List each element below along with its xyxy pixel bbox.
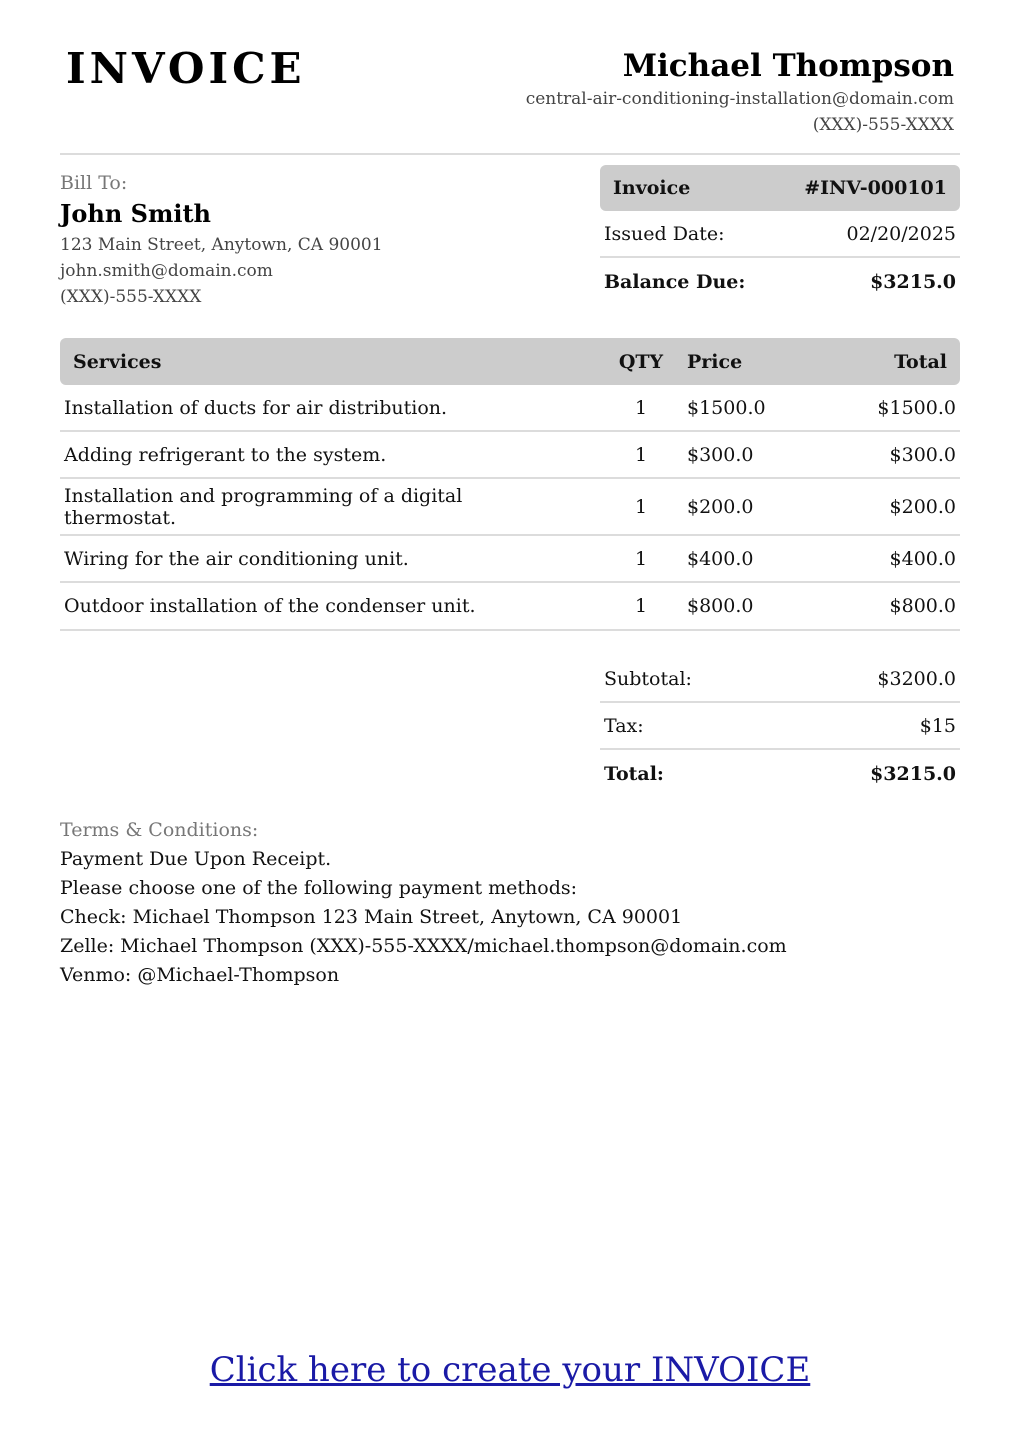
- seller-email: central-air-conditioning-installation@domain.com: [525, 89, 954, 109]
- total-value: $3215.0: [870, 762, 956, 785]
- cta-container: [0, 1350, 1020, 1390]
- service-price: $200.0: [687, 495, 754, 518]
- service-description: Installation and programming of a digital thermostat.: [64, 484, 463, 529]
- tax-value: $15: [919, 714, 956, 737]
- create-invoice-link[interactable]: Click here to create your INVOICE: [209, 1350, 811, 1390]
- service-qty: 1: [634, 443, 648, 466]
- client-email: john.smith@domain.com: [60, 261, 273, 281]
- subtotal-label: Subtotal:: [604, 667, 692, 690]
- service-description: Wiring for the air conditioning unit.: [64, 547, 409, 570]
- terms-label: Terms & Conditions:: [60, 819, 259, 841]
- seller-name: Michael Thompson: [622, 48, 954, 84]
- table-row: [60, 385, 960, 432]
- issued-date-row: [600, 211, 960, 258]
- service-total: $800.0: [889, 595, 956, 617]
- issued-date-value: 02/20/2025: [846, 222, 956, 245]
- invoice-meta: [600, 165, 960, 305]
- service-qty: 1: [634, 495, 648, 518]
- tax-label: Tax:: [604, 714, 644, 737]
- invoice-number: #INV-000101: [804, 177, 947, 199]
- service-qty: 1: [634, 595, 648, 617]
- service-price: $1500.0: [687, 396, 766, 419]
- service-qty: 1: [634, 396, 648, 419]
- table-row: [60, 536, 960, 583]
- terms-line: Venmo: @Michael-Thompson: [60, 964, 340, 986]
- table-header: [60, 338, 960, 385]
- invoice-number-header: [600, 165, 960, 211]
- total-label: Total:: [604, 762, 664, 785]
- bill-to-section: [60, 170, 383, 310]
- seller-info: [526, 46, 954, 138]
- total-row: [600, 750, 960, 797]
- service-total: $1500.0: [877, 396, 956, 419]
- invoice-title: INVOICE: [66, 44, 306, 93]
- client-phone: (XXX)-555-XXXX: [60, 287, 202, 307]
- terms-line: Check: Michael Thompson 123 Main Street, Anytown, CA 90001: [60, 906, 683, 928]
- header-qty: QTY: [618, 350, 664, 373]
- service-total: $400.0: [889, 547, 956, 570]
- table-row: [60, 583, 960, 631]
- header-total: Total: [894, 350, 947, 373]
- invoice-label: Invoice: [613, 177, 691, 199]
- client-address: 123 Main Street, Anytown, CA 90001: [60, 235, 383, 255]
- balance-due-value: $3215.0: [870, 270, 956, 293]
- terms-section: [60, 815, 787, 990]
- service-description: Outdoor installation of the condenser unit.: [64, 595, 476, 617]
- service-price: $300.0: [687, 443, 754, 466]
- header-services: Services: [73, 350, 162, 373]
- service-price: $800.0: [687, 595, 754, 617]
- terms-line: Zelle: Michael Thompson (XXX)-555-XXXX/michael.thompson@domain.com: [60, 935, 787, 957]
- service-total: $200.0: [889, 495, 956, 518]
- terms-line: Payment Due Upon Receipt.: [60, 848, 332, 870]
- service-qty: 1: [634, 547, 648, 570]
- subtotal-row: [600, 656, 960, 703]
- services-table: [60, 338, 960, 631]
- balance-due-label: Balance Due:: [604, 270, 746, 293]
- service-description: Adding refrigerant to the system.: [64, 443, 387, 466]
- seller-phone: (XXX)-555-XXXX: [812, 115, 954, 135]
- client-name: John Smith: [60, 199, 211, 228]
- table-row: [60, 432, 960, 479]
- balance-due-row: [600, 258, 960, 305]
- service-total: $300.0: [889, 443, 956, 466]
- header-divider: [60, 153, 960, 155]
- header-price: Price: [687, 350, 743, 373]
- service-price: $400.0: [687, 547, 754, 570]
- table-row: [60, 479, 960, 536]
- issued-date-label: Issued Date:: [604, 222, 725, 245]
- terms-line: Please choose one of the following payment methods:: [60, 877, 578, 899]
- totals-section: [600, 656, 960, 797]
- subtotal-value: $3200.0: [877, 667, 956, 690]
- tax-row: [600, 703, 960, 750]
- service-description: Installation of ducts for air distribution.: [64, 396, 448, 419]
- bill-to-label: Bill To:: [60, 172, 128, 194]
